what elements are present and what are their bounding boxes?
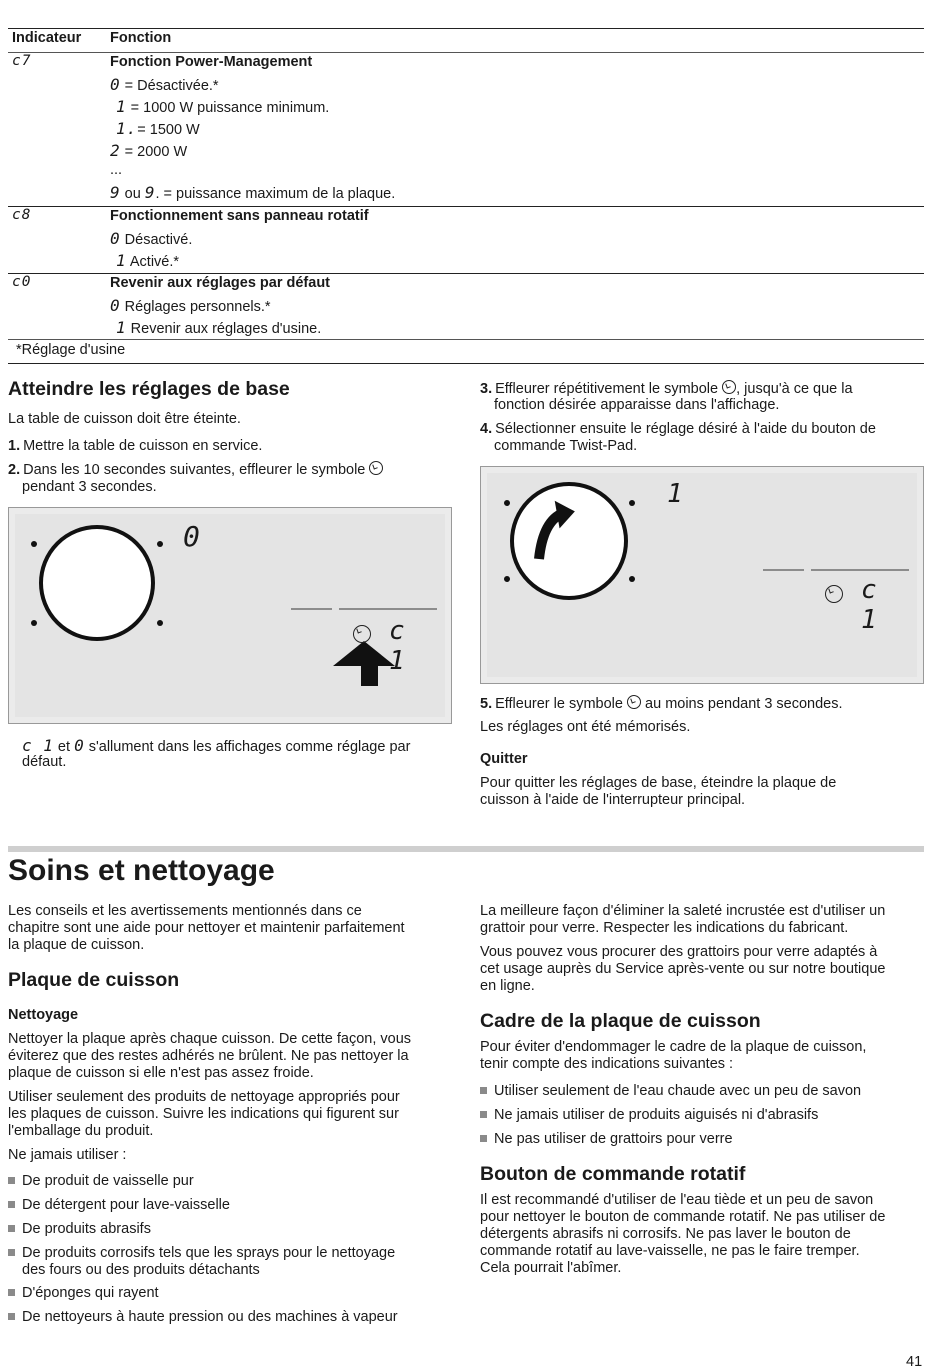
table-header-indicator: Indicateur (12, 30, 82, 46)
display-code: c 1 (389, 616, 411, 676)
clock-icon (722, 380, 736, 394)
knob-text: Cela pourrait l'abîmer. (480, 1260, 622, 1276)
care-intro-line: la plaque de cuisson. (8, 937, 145, 953)
row-line: ... (110, 162, 123, 178)
row-line: 0 Réglages personnels.* (110, 296, 271, 315)
chapter-rule (8, 846, 924, 852)
list-item: Ne pas utiliser de grattoirs pour verre (480, 1131, 733, 1147)
list-item-continued: des fours ou des produits détachants (22, 1262, 260, 1278)
intro-text: La table de cuisson doit être éteinte. (8, 411, 241, 427)
clock-icon (369, 461, 383, 475)
row-title: Fonction Power-Management (110, 54, 313, 70)
quit-text-continued: cuisson à l'aide de l'interrupteur principal. (480, 792, 746, 808)
row-line: 2 = 2000 W (110, 141, 188, 160)
step-4: 4. Sélectionner ensuite le réglage désiré à l'aide du bouton de (480, 421, 876, 437)
panel-caption: c 1 et 0 s'allument dans les affichages comme réglage par (22, 736, 411, 755)
indicator-code: c0 (12, 274, 32, 290)
table-row-rule (8, 273, 924, 274)
step-2: 2. Dans les 10 secondes suivantes, effleurer le symbole (8, 461, 383, 478)
panel-caption-continued: défaut. (22, 754, 67, 770)
row-line: 9 ou 9. = puissance maximum de la plaque. (110, 183, 396, 202)
list-item: De produit de vaisselle pur (8, 1173, 194, 1189)
cleaning-text: plaque de cuisson si elle n'est pas assez froide. (8, 1065, 314, 1081)
knob-text: détergents abrasifs ni corrosifs. Ne pas laver le bouton de (480, 1226, 851, 1242)
frame-intro: Pour éviter d'endommager le cadre de la plaque de cuisson, (480, 1039, 867, 1055)
knob-text: pour nettoyer le bouton de commande rotatif. Ne pas utiliser de (480, 1209, 886, 1225)
scraper-text: La meilleure façon d'éliminer la saleté incrustée est d'utiliser un (480, 903, 886, 919)
table-header-function: Fonction (110, 30, 172, 46)
list-item: Ne jamais utiliser de produits aiguisés ni d'abrasifs (480, 1107, 818, 1123)
care-intro-line: Les conseils et les avertissements mentionnés dans ce (8, 903, 362, 919)
row-title: Revenir aux réglages par défaut (110, 275, 330, 291)
list-item: De détergent pour lave-vaisselle (8, 1197, 230, 1213)
step-2-continued: pendant 3 secondes. (22, 479, 157, 495)
list-item: De produits corrosifs tels que les sprays pour le nettoyage (8, 1245, 395, 1261)
never-use-text: Ne jamais utiliser : (8, 1147, 127, 1163)
step-4-continued: commande Twist-Pad. (494, 438, 638, 454)
table-top-rule (8, 28, 924, 29)
row-line: 1 Activé.* (116, 251, 180, 270)
products-text: les plaques de cuisson. Suivre les indications qui figurent sur (8, 1106, 399, 1122)
display-code: c 1 (861, 575, 883, 635)
care-intro-line: chapitre sont une aide pour nettoyer et maintenir parfaitement (8, 920, 405, 936)
step-5: 5. Effleurer le symbole au moins pendant 3 secondes. (480, 696, 843, 712)
row-line: 1 Revenir aux réglages d'usine. (116, 318, 322, 337)
row-line: 1 = 1000 W puissance minimum. (116, 97, 330, 116)
hob-heading: Plaque de cuisson (8, 969, 180, 991)
table-row-rule (8, 206, 924, 207)
page-number: 41 (906, 1354, 923, 1370)
hob-panel-illustration (480, 466, 924, 684)
row-line: 1.= 1500 W (116, 119, 200, 138)
knob-text: commande rotatif au lave-vaisselle, ne pas le faire tremper. (480, 1243, 860, 1259)
list-item: Utiliser seulement de l'eau chaude avec un peu de savon (480, 1083, 861, 1099)
quit-heading: Quitter (480, 751, 528, 767)
scraper-text: grattoir pour verre. Respecter les indications du fabricant. (480, 920, 849, 936)
table-bottom-rule (8, 363, 924, 364)
saved-text: Les réglages ont été mémorisés. (480, 719, 691, 735)
hob-panel-illustration (8, 507, 452, 724)
list-item: De nettoyeurs à haute pression ou des machines à vapeur (8, 1309, 398, 1325)
knob-rotate-icon (481, 467, 923, 683)
products-text: Utiliser seulement des produits de nettoyage appropriés pour (8, 1089, 400, 1105)
list-item: De produits abrasifs (8, 1221, 151, 1237)
service-text: en ligne. (480, 978, 535, 994)
control-knob-icon (9, 508, 451, 723)
cleaning-text: Nettoyer la plaque après chaque cuisson. De cette façon, vous (8, 1031, 412, 1047)
cleaning-heading: Nettoyage (8, 1007, 79, 1023)
indicator-code: c8 (12, 207, 32, 223)
display-digit: 0 (183, 520, 201, 553)
knob-heading: Bouton de commande rotatif (480, 1163, 746, 1185)
row-title: Fonctionnement sans panneau rotatif (110, 208, 369, 224)
table-footnote: *Réglage d'usine (16, 342, 126, 358)
quit-text: Pour quitter les réglages de base, éteindre la plaque de (480, 775, 837, 791)
frame-intro: tenir compte des indications suivantes : (480, 1056, 734, 1072)
products-text: l'emballage du produit. (8, 1123, 154, 1139)
row-line: 0 = Désactivée.* (110, 75, 219, 94)
cleaning-text: éviterez que des restes adhérés ne brûlent. Ne pas nettoyer la (8, 1048, 409, 1064)
service-text: cet usage auprès du Service après-vente ou sur notre boutique (480, 961, 886, 977)
chapter-title: Soins et nettoyage (8, 854, 275, 887)
table-row-rule (8, 339, 924, 340)
step-3-continued: fonction désirée apparaisse dans l'affichage. (494, 397, 780, 413)
clock-icon (353, 625, 371, 643)
clock-icon (627, 695, 641, 709)
service-text: Vous pouvez vous procurer des grattoirs pour verre adaptés à (480, 944, 878, 960)
table-header-rule (8, 52, 924, 53)
row-line: 0 Désactivé. (110, 229, 193, 248)
clock-icon (825, 585, 843, 603)
step-3: 3. Effleurer répétitivement le symbole , jusqu'à ce que la (480, 381, 853, 397)
step-1: 1. Mettre la table de cuisson en service. (8, 438, 263, 454)
knob-text: Il est recommandé d'utiliser de l'eau tiède et un peu de savon (480, 1192, 874, 1208)
display-digit: 1 (667, 479, 684, 509)
section-heading: Atteindre les réglages de base (8, 378, 290, 400)
list-item: D'éponges qui rayent (8, 1285, 159, 1301)
frame-heading: Cadre de la plaque de cuisson (480, 1010, 761, 1032)
indicator-code: c7 (12, 53, 32, 69)
